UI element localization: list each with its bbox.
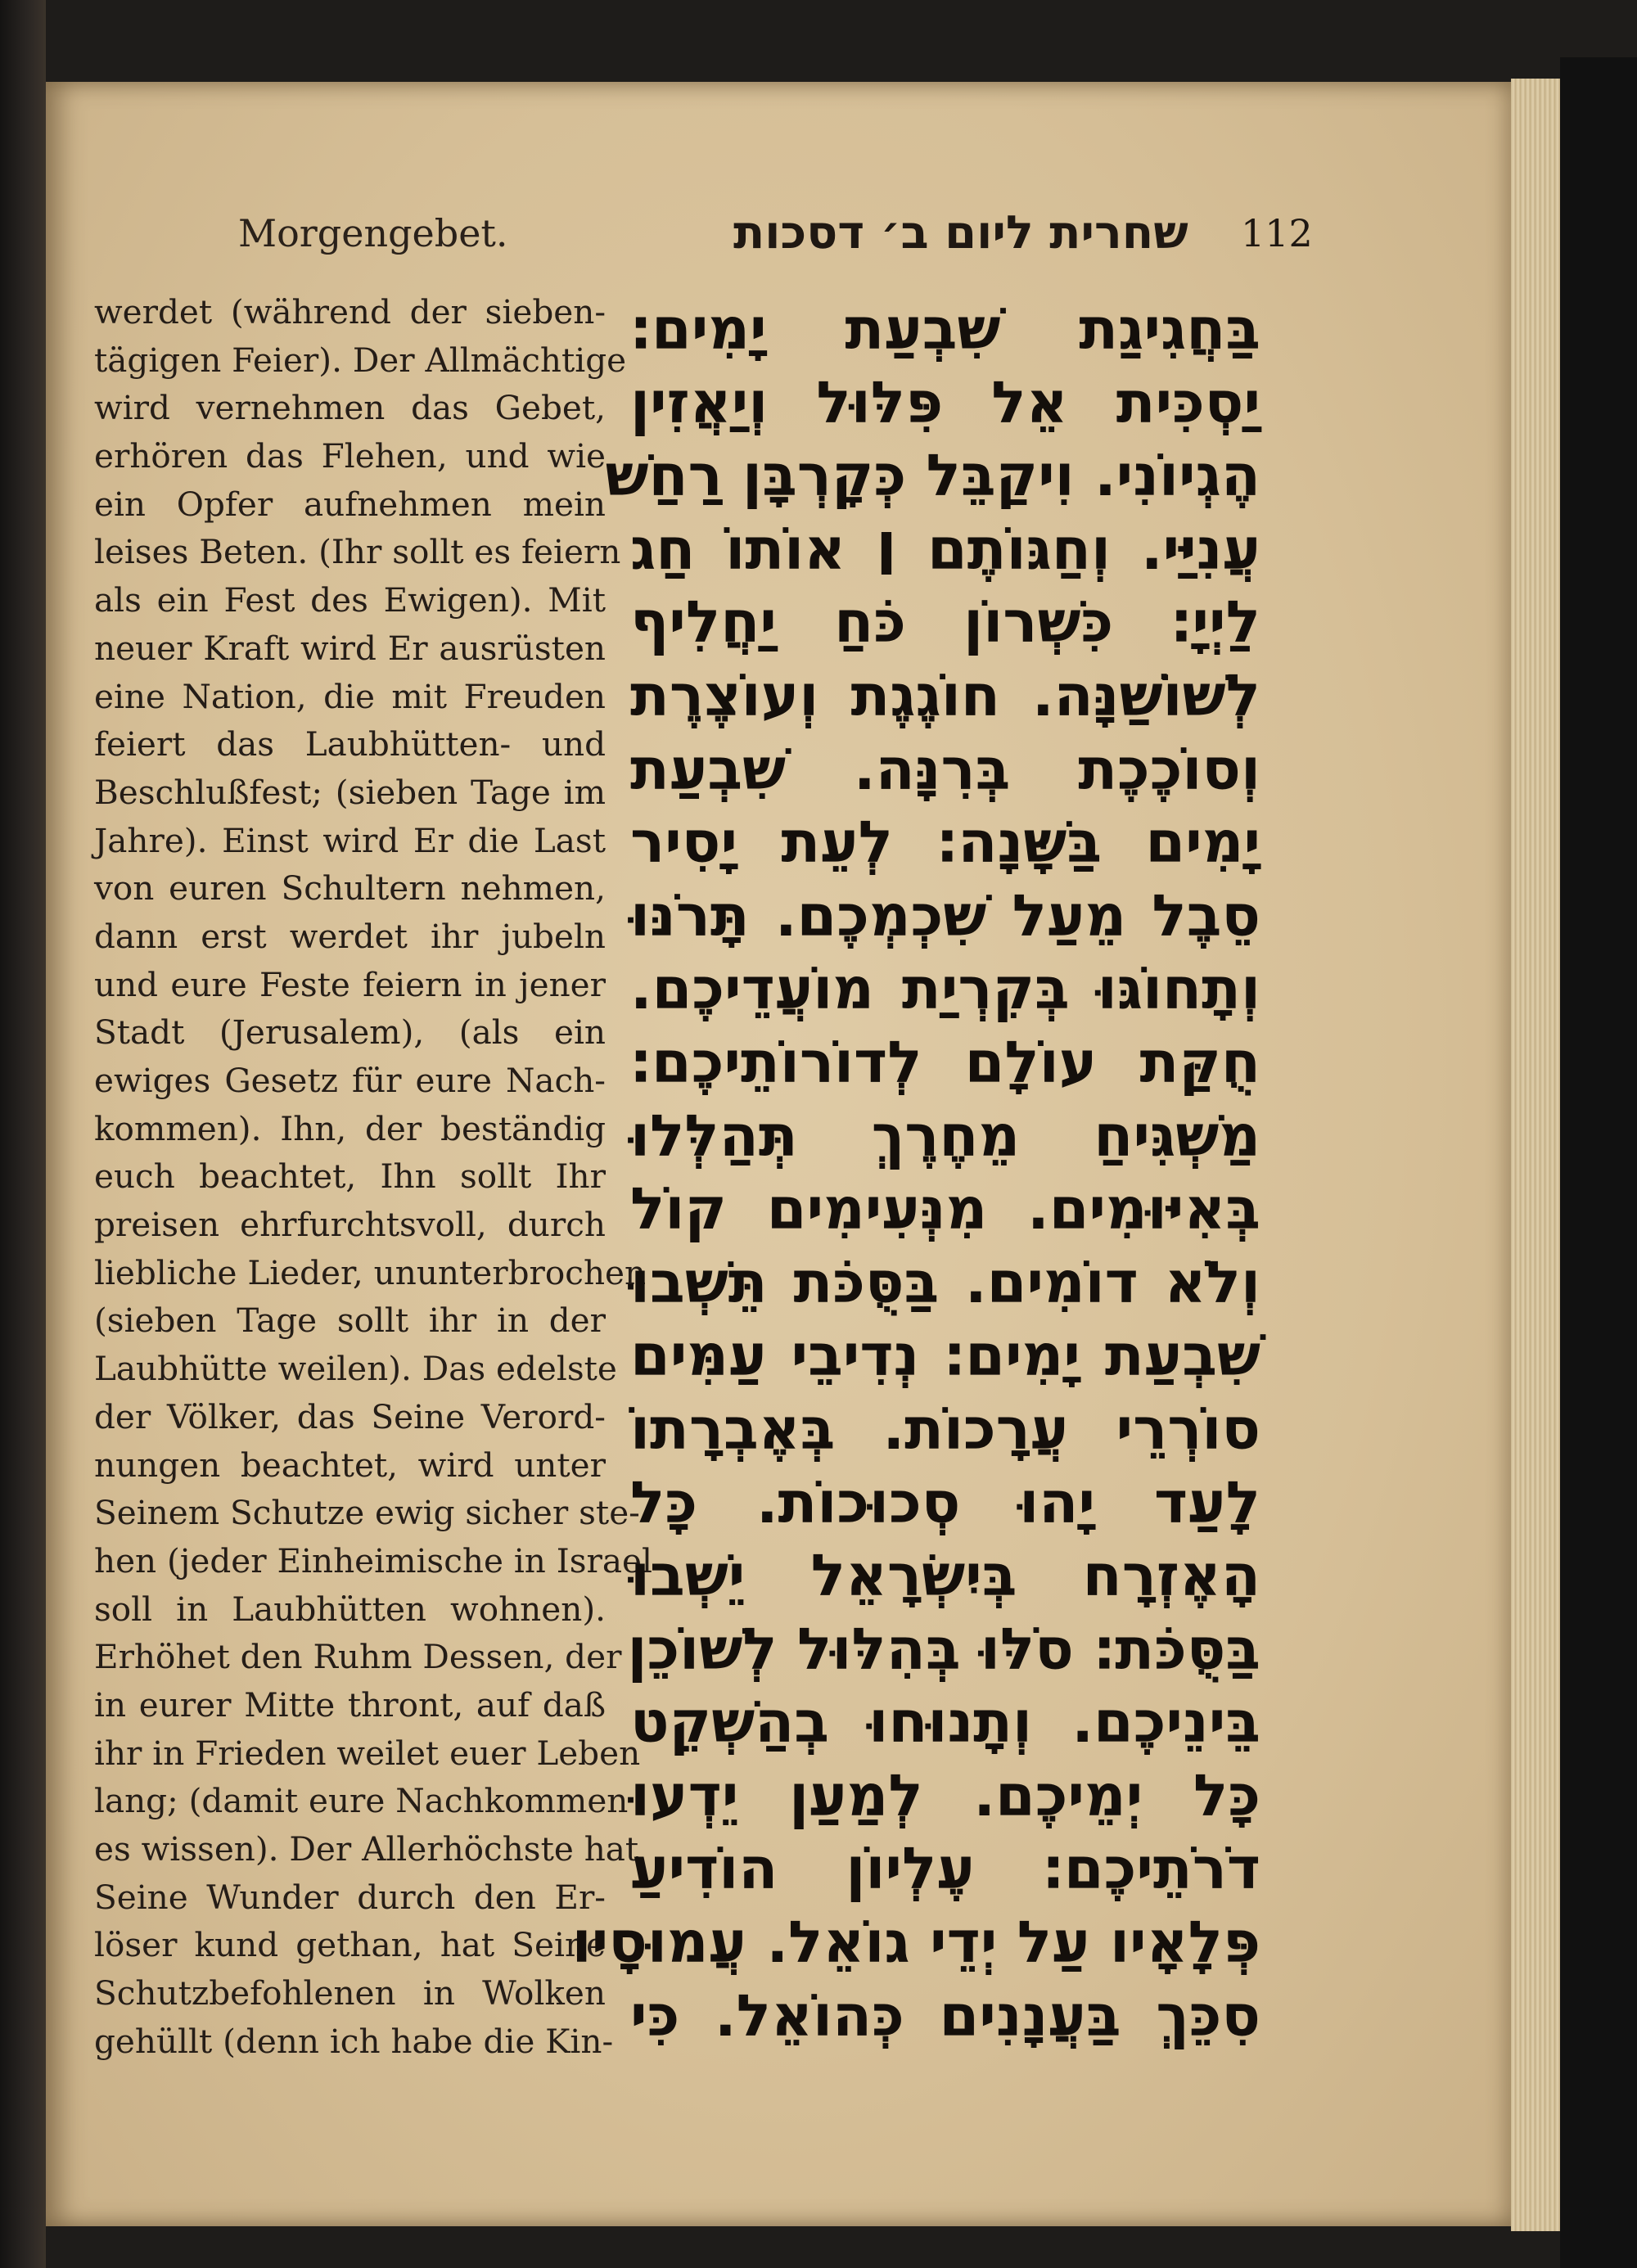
hebrew-line: וְלֹא דוֹמִים. בַּסֻּכֹּת תֵּשְׁבוּ [630,1248,1260,1316]
german-line: hen (jeder Einheimische in Israel [94,1540,652,1580]
german-line: als ein Fest des Ewigen). Mit [94,580,606,620]
hebrew-line: סִכֵּךְ בַּעֲנָנִים כְּהוֹאֵל. כִּי [630,1982,1260,2049]
german-line: preisen ehrfurchtsvoll, durch [94,1205,606,1245]
hebrew-line: שִׁבְעַת יָמִים׃ נְדִיבֵי עַמִּים [630,1322,1260,1390]
german-line: Jahre). Einst wird Er die Last [94,820,606,860]
german-line: Seine Wunder durch den Er- [94,1877,606,1917]
german-line: Laubhütte weilen). Das edelste [94,1349,617,1389]
page-edges [1511,79,1560,2231]
german-line: soll in Laubhütten wohnen). [94,1589,606,1629]
hebrew-line: בַּסֻּכֹּת׃ סֹלּוּ בְּהִלּוּל לְשׁוֹכֵן [627,1615,1260,1683]
hebrew-line: יַסְכִּית אֵל פִּלּוּל וְיַאֲזִין [630,368,1260,436]
german-line: Schutzbefohlenen in Wolken [94,1973,606,2013]
german-line: Seinem Schutze ewig sicher ste- [94,1493,640,1533]
german-line: tägigen Feier). Der Allmächtige [94,340,627,380]
german-line: von euren Schultern nehmen, [94,868,606,909]
german-line: löser kund gethan, hat Seine [94,1925,606,1965]
german-line: (sieben Tage sollt ihr in der [94,1301,606,1341]
german-line: liebliche Lieder, ununterbrochen [94,1252,647,1292]
hebrew-line: לְשׁוֹשַׁנָּה. חוֹגֶגֶת וְעוֹצֶרֶת [630,661,1260,729]
hebrew-text-column [571,293,1260,2053]
german-line: euch beachtet, Ihn sollt Ihr [94,1157,606,1197]
german-line: leises Beten. (Ihr sollt es feiern [94,532,621,572]
page-header [46,206,1511,277]
german-line: erhören das Flehen, und wie [94,436,606,476]
german-line: gehüllt (denn ich habe die Kin- [94,2021,614,2061]
book-binding-left [0,0,46,2268]
german-line: wird vernehmen das Gebet, [94,388,606,428]
hebrew-line: סֵבֶל מֵעַל שִׁכְמְכֶם. תָּרֹנּוּ [630,881,1260,949]
page-number: 112 [1241,211,1313,255]
hebrew-line: הָאֶזְרָח בְּיִשְׂרָאֵל יֵשְׁבוּ [630,1542,1260,1610]
german-line: neuer Kraft wird Er ausrüsten [94,628,606,668]
hebrew-line: הֶגְיוֹנִי. וִיקַבֵּל כְּקָרְבָּן רַחַשׁ [605,442,1260,510]
german-line: es wissen). Der Allerhöchste hat [94,1829,639,1869]
german-line: lang; (damit eure Nachkommen [94,1781,629,1821]
book-cover-right [1560,57,1637,2268]
hebrew-line: פְּלָאָיו עַל יְדֵי גוֹאֵל. עֲמוּסָיו [571,1909,1260,1977]
german-line: Stadt (Jerusalem), (als ein [94,1012,606,1053]
hebrew-line: כָּל יְמֵיכֶם. לְמַעַן יֵדְעוּ [630,1761,1260,1829]
german-running-title: Morgengebet. [238,211,508,255]
german-line: der Völker, das Seine Verord- [94,1396,606,1436]
german-line: eine Nation, die mit Freuden [94,676,606,716]
hebrew-line: בְּאִיּוּמִים. מִנְּעִימִים קוֹל [630,1175,1260,1243]
hebrew-line: חֻקַּת עוֹלָם לְדוֹרוֹתֵיכֶם׃ [630,1028,1260,1096]
german-line: ewiges Gesetz für eure Nach- [94,1061,606,1100]
hebrew-line: לָעַד יָהוּ סְכוּכוֹת. כָּל [630,1468,1260,1536]
german-line: werdet (während der sieben- [94,292,606,331]
german-line: feiert das Laubhütten- und [94,724,606,764]
german-line: ihr in Frieden weilet euer Leben [94,1733,641,1773]
german-line: Beschlußfest; (sieben Tage im [94,772,606,812]
hebrew-line: וְסוֹכֶכֶת בְּרִנָּה. שִׁבְעַת [630,735,1260,803]
hebrew-line: סוֹרְרֵי עֲרָכוֹת. בְּאֶבְרָתוֹ [630,1395,1260,1463]
german-line: kommen). Ihn, der beständig [94,1108,606,1148]
german-line: in eurer Mitte thront, auf daß [94,1684,606,1725]
german-line: ein Opfer aufnehmen mein [94,484,606,524]
hebrew-line: יָמִים בַּשָּׁנָה׃ לְעֵת יָסִיר [630,809,1260,877]
hebrew-line: לַיְיָ׃ כִּשְׁרוֹן כֹּחַ יַחֲלִיף [630,588,1260,656]
hebrew-line: מַשְׁגִּיחַ מֵחֶרֶךְ תְּהַלְּלוּ [630,1102,1260,1170]
hebrew-line: דֹרֹתֵיכֶם׃ עֶלְיוֹן הוֹדִיעַ [630,1835,1260,1903]
german-line: dann erst werdet ihr jubeln [94,916,606,956]
hebrew-running-title: שחרית ליום ב׳ דסכות [733,206,1188,259]
german-line: nungen beachtet, wird unter [94,1445,606,1485]
hebrew-line: עֲנִיַּי. וְחַגּוֹתֶם ׀ אוֹתוֹ חַג [630,515,1260,583]
hebrew-line: וְתָחוֹגּוּ בְּקִרְיַת מוֹעֲדֵיכֶם. [630,955,1260,1023]
hebrew-line: בַּחֲגִיגַת שִׁבְעַת יָמִים׃ [630,295,1260,363]
german-translation-column [94,288,652,2065]
hebrew-line: בֵּינֵיכֶם. וְתָנוּחוּ בְהַשְׁקֵט [630,1689,1260,1756]
german-line: Erhöhet den Ruhm Dessen, der [94,1637,622,1677]
german-line: und eure Feste feiern in jener [94,964,606,1004]
